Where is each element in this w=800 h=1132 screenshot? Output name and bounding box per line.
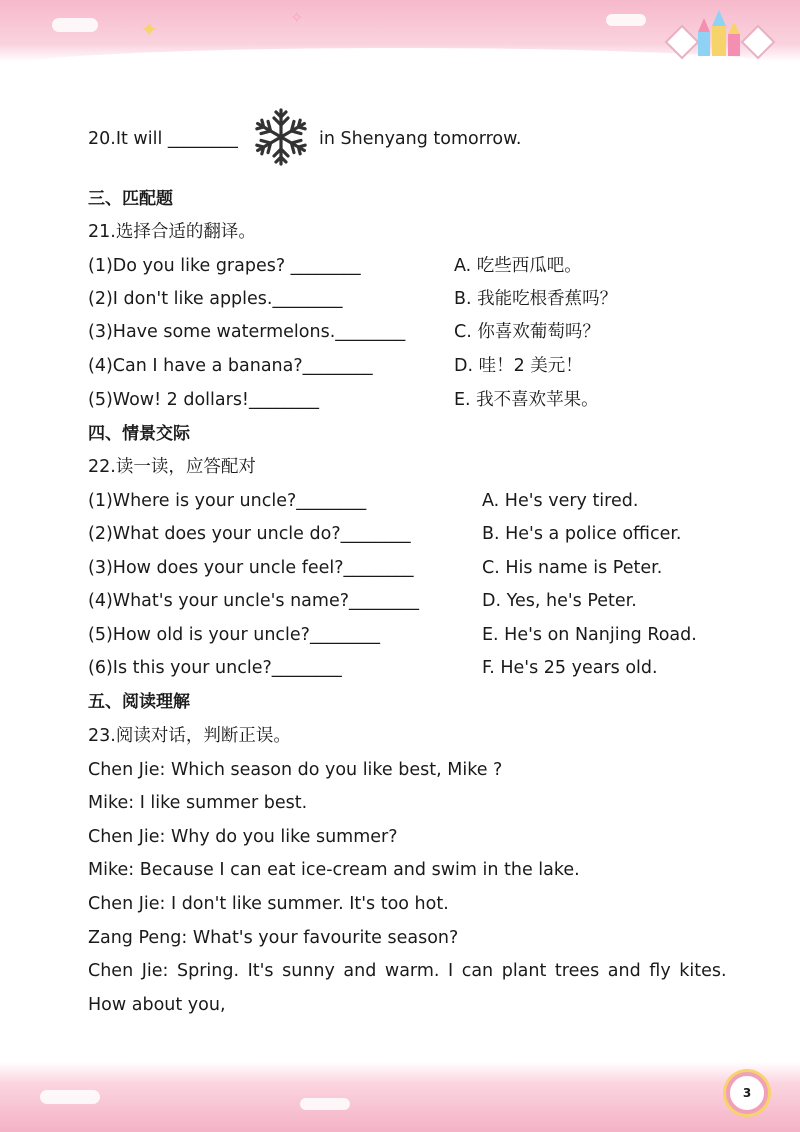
match-left-item: (1)Do you like grapes? ________ — [88, 256, 361, 276]
dialogue-line: Mike: I like summer best. — [88, 793, 308, 813]
match-left-item: (4)Can I have a banana?________ — [88, 356, 373, 376]
star-icon: ✦ — [140, 18, 159, 43]
reply-answer: C. His name is Peter. — [482, 558, 663, 578]
match-left-item: (2)I don't like apples.________ — [88, 289, 343, 309]
cloud-decoration — [52, 18, 98, 32]
sparkle-icon: ✧ — [290, 8, 304, 27]
reply-answer: A. He's very tired. — [482, 491, 639, 511]
page-number: 3 — [726, 1072, 768, 1114]
section-4-instruction: 22.读一读，应答配对 — [88, 457, 256, 477]
match-left-item: (3)Have some watermelons.________ — [88, 322, 406, 342]
q20-prompt: 20.It will ________ — [88, 129, 238, 149]
question-20 — [88, 128, 238, 150]
reply-question: (6)Is this your uncle?________ — [88, 658, 342, 678]
dialogue-line: Chen Jie: I don't like summer. It's too hot. — [88, 894, 449, 914]
reply-question: (1)Where is your uncle?________ — [88, 491, 367, 511]
dialogue-line: Mike: Because I can eat ice-cream and swim in the lake. — [88, 860, 580, 880]
dialogue-line: How about you, — [88, 995, 226, 1015]
dialogue-line: Chen Jie: Spring. It's sunny and warm. I can plant trees and fly kites. — [88, 961, 727, 981]
castle-logo-icon — [660, 4, 778, 60]
snowflake-icon — [250, 106, 312, 168]
section-5-title: 五、阅读理解 — [88, 692, 190, 712]
match-left-item: (5)Wow! 2 dollars!________ — [88, 390, 319, 410]
match-right-item: A. 吃些西瓜吧。 — [454, 256, 582, 276]
reply-answer: F. He's 25 years old. — [482, 658, 658, 678]
q20-suffix: in Shenyang tomorrow. — [319, 129, 522, 149]
reply-question: (4)What's your uncle's name?________ — [88, 591, 420, 611]
match-right-item: D. 哇！2 美元！ — [454, 356, 583, 376]
reply-answer: E. He's on Nanjing Road. — [482, 625, 697, 645]
reply-answer: B. He's a police officer. — [482, 524, 682, 544]
dialogue-line: Chen Jie: Which season do you like best, Mike ? — [88, 760, 503, 780]
section-5-instruction: 23.阅读对话，判断正误。 — [88, 726, 291, 746]
reply-question: (2)What does your uncle do?________ — [88, 524, 411, 544]
dialogue-line: Zang Peng: What's your favourite season? — [88, 928, 459, 948]
section-3-title: 三、匹配题 — [88, 189, 173, 209]
match-right-item: E. 我不喜欢苹果。 — [454, 390, 599, 410]
cloud-decoration — [40, 1090, 100, 1104]
cloud-decoration — [300, 1098, 350, 1110]
footer-decoration — [0, 1062, 800, 1132]
dialogue-line: Chen Jie: Why do you like summer? — [88, 827, 398, 847]
section-4-title: 四、情景交际 — [88, 424, 190, 444]
reply-answer: D. Yes, he's Peter. — [482, 591, 637, 611]
match-right-item: C. 你喜欢葡萄吗？ — [454, 322, 600, 342]
reply-question: (5)How old is your uncle?________ — [88, 625, 380, 645]
cloud-decoration — [606, 14, 646, 26]
reply-question: (3)How does your uncle feel?________ — [88, 558, 414, 578]
match-right-item: B. 我能吃根香蕉吗？ — [454, 289, 618, 309]
section-3-instruction: 21.选择合适的翻译。 — [88, 222, 256, 242]
